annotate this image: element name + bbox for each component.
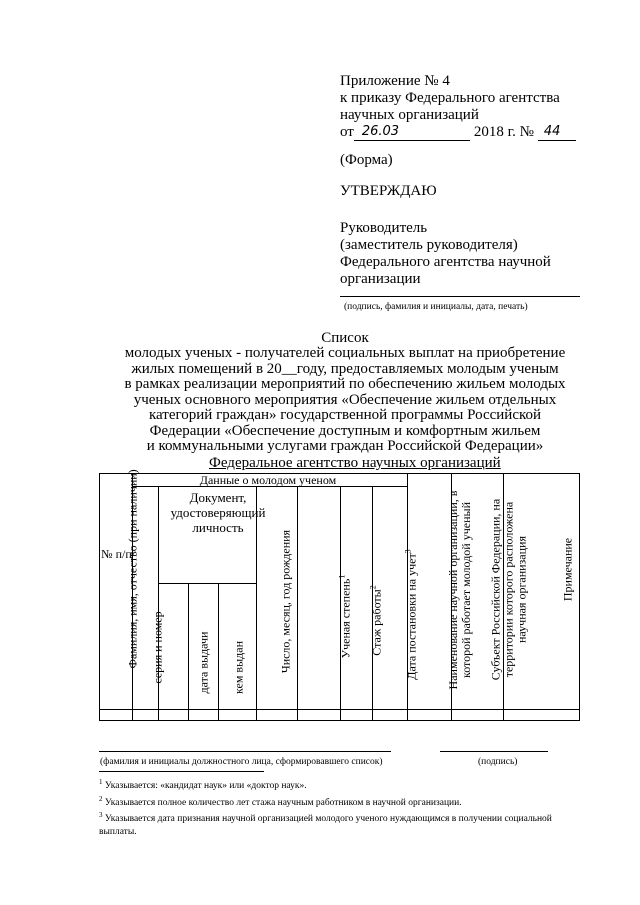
table-row	[100, 710, 133, 721]
order-line-1: к приказу Федерального агентства	[340, 90, 560, 106]
table-cell	[158, 710, 188, 721]
list-heading: Список	[321, 330, 369, 346]
signature-line-bottom	[440, 751, 548, 752]
table-cell	[452, 710, 504, 721]
appendix-title: Приложение № 4	[340, 73, 450, 89]
experience-footnote-mark: 2	[368, 585, 378, 590]
footnote-item	[99, 809, 594, 826]
footnote-separator	[99, 771, 264, 772]
registration-label	[402, 530, 419, 700]
year-text: 2018 г. №	[473, 124, 534, 140]
experience-text: Стаж работы	[369, 589, 384, 656]
degree-text: Ученая степень	[338, 578, 353, 659]
table-cell	[256, 710, 297, 721]
fio-label: Фамилия, имя, отчество (при наличии)	[125, 469, 140, 669]
footnote-item	[99, 776, 594, 793]
signature-line	[340, 296, 580, 297]
list-description	[90, 346, 600, 455]
note-label: Примечание	[560, 537, 575, 602]
agency-name: Федеральное агентство научных организаций	[209, 455, 501, 471]
doc-group-label: Документ, удостоверяющий личность	[170, 490, 266, 535]
description-line: категорий граждан» государственной программы Российской	[148, 407, 542, 423]
date-prefix: от	[340, 124, 354, 140]
signatory-line-3: Федерального агентства научной	[340, 254, 551, 270]
footnote-continuation: выплаты.	[99, 826, 137, 837]
org-name-line: которой работает молодой ученый	[459, 502, 473, 679]
experience-label	[367, 571, 384, 671]
degree-footnote-mark: 1	[337, 574, 347, 579]
col-number-label: № п/п	[101, 547, 132, 561]
description-line: ученых основного мероприятия «Обеспечение жильем отдельных	[133, 391, 557, 408]
footnote-item	[99, 793, 594, 810]
doc-series-label: серия и номер	[150, 611, 165, 684]
doc-date-label: дата выдачи	[196, 631, 211, 694]
birth-label: Число, месяц, год рождения	[278, 529, 293, 674]
subject-line: территории которого расположена	[501, 501, 516, 678]
table-cell	[408, 710, 452, 721]
subject-line: Субъект Российской Федерации, на	[488, 498, 503, 681]
footnote-text: Указывается полное количество лет стажа научным работником в научной организации.	[104, 797, 462, 808]
table-cell	[341, 710, 373, 721]
footnotes	[99, 776, 594, 838]
registration-footnote-mark: 3	[403, 549, 413, 554]
footnote-number: 2	[99, 794, 103, 803]
signatory-line-2: (заместитель руководителя)	[340, 237, 518, 253]
number-field	[538, 125, 576, 141]
signature-caption: (подпись, фамилия и инициалы, дата, печать)	[344, 302, 528, 312]
signatory-line-1: Руководитель	[340, 220, 428, 236]
footnote-number: 3	[99, 811, 103, 820]
description-line: Федерации «Обеспечение доступным и комфортным жильем	[149, 422, 541, 439]
date-field	[354, 125, 470, 141]
order-line-2: научных организаций	[340, 107, 479, 123]
subject-label	[490, 495, 529, 685]
registration-text: Дата постановки на учет	[404, 553, 419, 680]
doc-issued-label: кем выдан	[231, 640, 246, 695]
degree-label	[336, 557, 353, 677]
footnote-text: Указывается дата признания научной организацией молодого ученого нуждающимся в получении социальной	[104, 814, 552, 825]
org-name-line: Наименование научной организации, в	[446, 490, 460, 690]
subject-line: научная организация	[514, 536, 529, 643]
official-caption: (фамилия и инициалы должностного лица, сформировавшего список)	[100, 757, 383, 767]
approve-heading: УТВЕРЖДАЮ	[340, 183, 437, 199]
date-value: 26.03	[361, 124, 400, 139]
table-cell	[297, 710, 341, 721]
number-value: 44	[543, 124, 561, 139]
footnote-text: Указывается: «кандидат наук» или «доктор наук».	[104, 781, 307, 792]
table-cell	[373, 710, 408, 721]
col-degree-header	[297, 487, 341, 710]
description-line: молодых ученых - получателей социальных выплат на приобретение	[124, 345, 566, 361]
org-name-label	[447, 490, 473, 690]
description-line: и коммунальными услугами граждан Российской Федерации»	[146, 438, 544, 454]
description-line: в рамках реализации мероприятий по обеспечению жильем молодых	[124, 376, 566, 392]
description-line: жилых помещений в 20__году, предоставляемых молодым ученым	[131, 360, 559, 377]
signatory-line-4: организации	[340, 271, 421, 287]
table-cell	[132, 710, 158, 721]
group-header-label: Данные о молодом ученом	[199, 473, 337, 487]
order-date-line	[340, 124, 576, 141]
official-line	[99, 751, 391, 752]
footnote-number: 1	[99, 778, 103, 786]
table-cell	[504, 710, 580, 721]
signature-caption-bottom: (подпись)	[478, 757, 518, 767]
form-label: (Форма)	[340, 152, 393, 168]
